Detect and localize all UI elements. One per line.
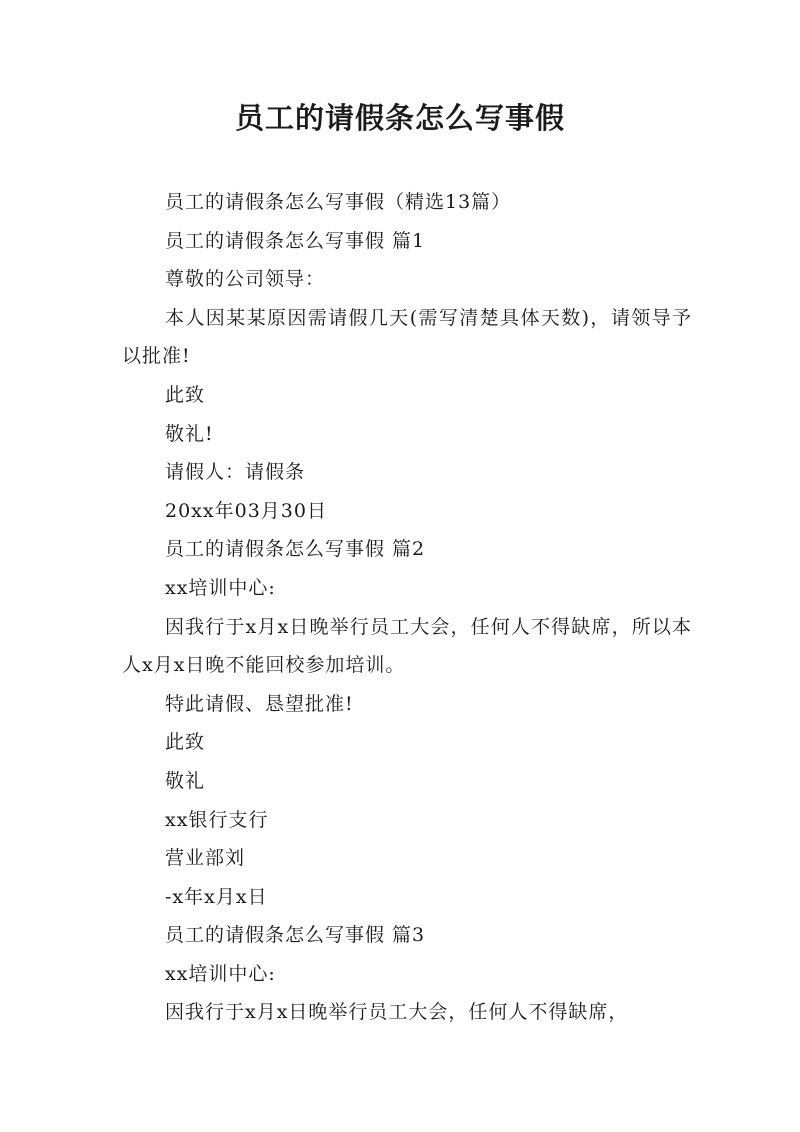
date-line: 20xx年03月30日 <box>165 499 327 522</box>
document-title: 员工的请假条怎么写事假 <box>234 101 565 135</box>
closing-line: 此致 <box>165 383 206 406</box>
paragraph-subtitle: 员工的请假条怎么写事假（精选13篇） <box>165 191 512 213</box>
section-heading-2: 员工的请假条怎么写事假 篇2 <box>165 538 426 561</box>
salutation: 尊敬的公司领导： <box>165 268 326 291</box>
request-line: 特此请假、恳望批准! <box>165 692 354 715</box>
paragraph-body: 因我行于x月x日晚举行员工大会，任何人不得缺席， <box>165 1001 629 1024</box>
closing-regards: 敬礼! <box>165 422 214 445</box>
salutation: xx培训中心: <box>165 576 276 599</box>
document-body <box>122 183 692 1032</box>
paragraph-body: 因我行于x月x日晚举行员工大会，任何人不得缺席，所以本人x月x日晚不能回校参加培训。 <box>122 615 692 677</box>
closing-line: 此致 <box>165 731 206 754</box>
salutation: xx培训中心: <box>165 962 276 985</box>
paragraph-body: 本人因某某原因需请假几天(需写清楚具体天数)，请领导予以批准! <box>122 306 692 368</box>
signature-organization: xx银行支行 <box>165 808 269 831</box>
signature-name: 营业部刘 <box>165 847 246 870</box>
section-heading-3: 员工的请假条怎么写事假 篇3 <box>165 924 426 947</box>
signature-line: 请假人：请假条 <box>165 461 306 484</box>
section-heading-1: 员工的请假条怎么写事假 篇1 <box>165 229 426 252</box>
closing-regards: 敬礼 <box>165 769 206 792</box>
date-line: -x年x月x日 <box>165 885 268 908</box>
